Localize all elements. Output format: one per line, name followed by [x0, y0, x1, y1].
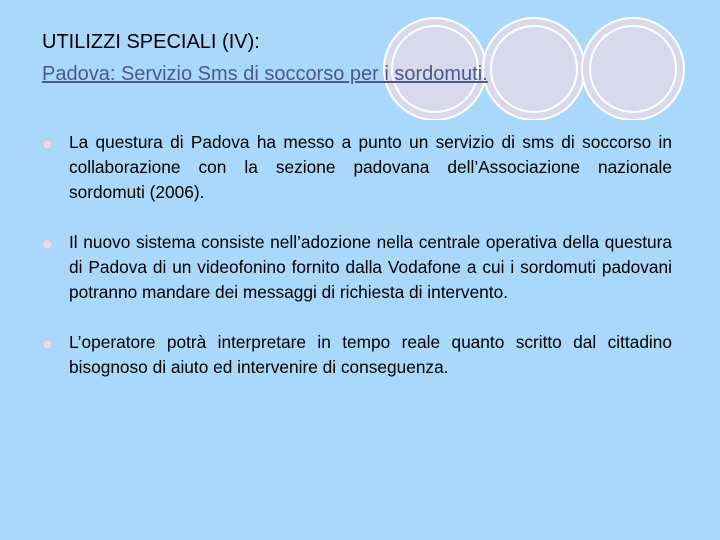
title-block	[42, 26, 682, 90]
bullet-text: Il nuovo sistema consiste nell’adozione nella centrale operativa della questura di Padova di un videofonino fornito dalla Vodafone a cui i sordomuti padovani potranno mandare dei messaggi di richiesta di intervento.	[69, 232, 672, 302]
bullet-text: L’operatore potrà interpretare in tempo reale quanto scritto dal cittadino bisognoso di aiuto ed intervenire di conseguenza.	[69, 332, 672, 377]
bullet-icon	[42, 239, 53, 250]
slide-subtitle-link[interactable]: Padova: Servizio Sms di soccorso per i sordomuti.	[42, 63, 488, 85]
bullet-icon	[42, 339, 53, 350]
bullet-icon	[42, 139, 53, 150]
bullet-item	[42, 130, 672, 205]
slide-title: UTILIZZI SPECIALI (IV):	[42, 31, 260, 53]
bullet-item	[42, 230, 672, 305]
bullet-list	[42, 130, 672, 405]
bullet-text: La questura di Padova ha messo a punto un servizio di sms di soccorso in collaborazione con la sezione padovana dell’Associazione nazionale sordomuti (2006).	[69, 132, 672, 202]
bullet-item	[42, 330, 672, 380]
